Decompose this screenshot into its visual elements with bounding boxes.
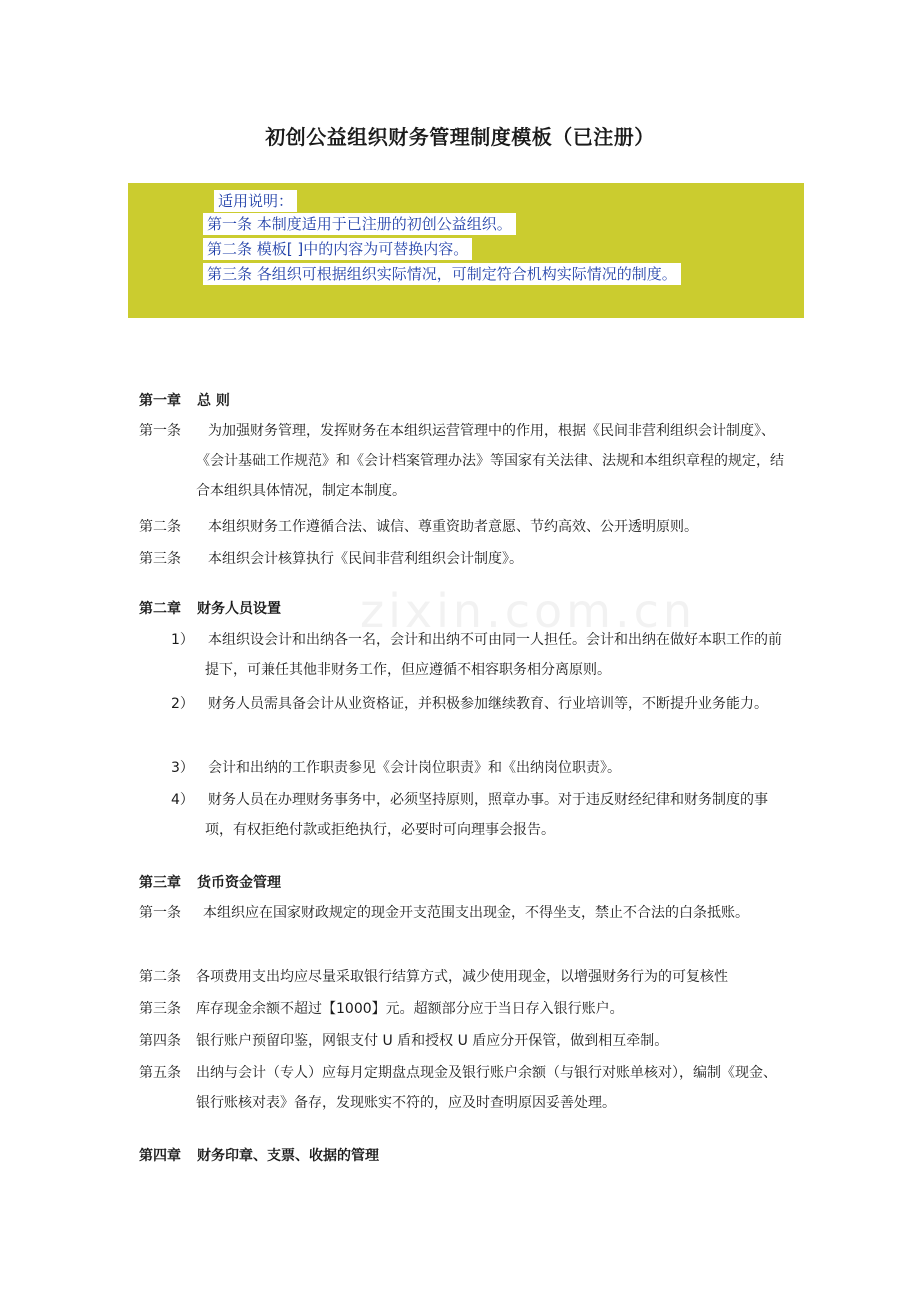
article-text: 本组织会计核算执行《民间非营利组织会计制度》。 — [208, 551, 523, 567]
article — [139, 416, 784, 506]
list-item — [139, 625, 784, 685]
chapter-number: 第三章 — [139, 875, 181, 891]
article — [139, 1026, 784, 1056]
article-label: 第一条 — [139, 423, 181, 439]
chapter-heading — [139, 872, 281, 892]
list-item-number: 3） — [171, 760, 194, 776]
article-text: 为加强财务管理，发挥财务在本组织运营管理中的作用，根据《民间非营利组织会计制度》、《会计基础工作规范》和《会计档案管理办法》等国家有关法律、法规和本组织章程的规定，结合本组织具体情况，制定本制度。 — [196, 423, 784, 499]
article — [139, 994, 784, 1024]
usage-note-line-2: 第二条 模板[ ]中的内容为可替换内容。 — [203, 238, 472, 260]
article — [139, 898, 784, 928]
article-label: 第四条 — [139, 1033, 181, 1049]
article — [139, 1058, 784, 1118]
article — [139, 962, 799, 992]
chapter-heading — [139, 390, 230, 410]
article — [139, 544, 784, 574]
article-text: 银行账户预留印鉴，网银支付 U 盾和授权 U 盾应分开保管，做到相互牵制。 — [196, 1033, 669, 1049]
article-text: 本组织财务工作遵循合法、诚信、尊重资助者意愿、节约高效、公开透明原则。 — [208, 519, 698, 535]
list-item-text: 财务人员需具备会计从业资格证，并积极参加继续教育、行业培训等，不断提升业务能力。 — [208, 696, 768, 712]
article-label: 第三条 — [139, 551, 181, 567]
list-item-text: 本组织设会计和出纳各一名，会计和出纳不可由同一人担任。会计和出纳在做好本职工作的前提下，可兼任其他非财务工作，但应遵循不相容职务相分离原则。 — [205, 632, 782, 678]
list-item — [139, 785, 784, 845]
usage-note-heading: 适用说明： — [214, 190, 297, 212]
chapter-number: 第二章 — [139, 601, 181, 617]
article-text: 各项费用支出均应尽量采取银行结算方式，减少使用现金，以增强财务行为的可复核性 — [196, 969, 728, 985]
article — [139, 512, 784, 542]
list-item-number: 1） — [171, 632, 194, 648]
article-text: 库存现金余额不超过【1000】元。超额部分应于当日存入银行账户。 — [196, 1001, 624, 1017]
document-title: 初创公益组织财务管理制度模板（已注册） — [265, 125, 655, 149]
chapter-number: 第一章 — [139, 393, 181, 409]
article-label: 第三条 — [139, 1001, 181, 1017]
usage-note-line-1: 第一条 本制度适用于已注册的初创公益组织。 — [203, 213, 516, 235]
article-label: 第五条 — [139, 1065, 181, 1081]
list-item-number: 4） — [171, 792, 194, 808]
list-item-text: 财务人员在办理财务事务中，必须坚持原则，照章办事。对于违反财经纪律和财务制度的事项，有权拒绝付款或拒绝执行，必要时可向理事会报告。 — [205, 792, 768, 838]
chapter-heading — [139, 1145, 379, 1165]
chapter-title: 财务印章、支票、收据的管理 — [197, 1148, 379, 1164]
list-item-number: 2） — [171, 696, 194, 712]
usage-note-line-3: 第三条 各组织可根据组织实际情况，可制定符合机构实际情况的制度。 — [203, 263, 681, 285]
article-label: 第二条 — [139, 969, 181, 985]
chapter-title: 总 则 — [197, 393, 230, 409]
chapter-heading — [139, 598, 281, 618]
chapter-title: 财务人员设置 — [197, 601, 281, 617]
article-text: 出纳与会计（专人）应每月定期盘点现金及银行账户余额（与银行对账单核对），编制《现金、银行账核对表》备存，发现账实不符的，应及时查明原因妥善处理。 — [196, 1065, 777, 1111]
article-label: 第一条 — [139, 905, 181, 921]
article-label: 第二条 — [139, 519, 181, 535]
chapter-number: 第四章 — [139, 1148, 181, 1164]
article-text: 本组织应在国家财政规定的现金开支范围支出现金，不得坐支，禁止不合法的白条抵账。 — [203, 905, 749, 921]
list-item-text: 会计和出纳的工作职责参见《会计岗位职责》和《出纳岗位职责》。 — [208, 760, 621, 776]
list-item — [139, 689, 784, 719]
chapter-title: 货币资金管理 — [197, 875, 281, 891]
list-item — [139, 753, 784, 783]
watermark: zixin.com.cn — [360, 584, 697, 638]
